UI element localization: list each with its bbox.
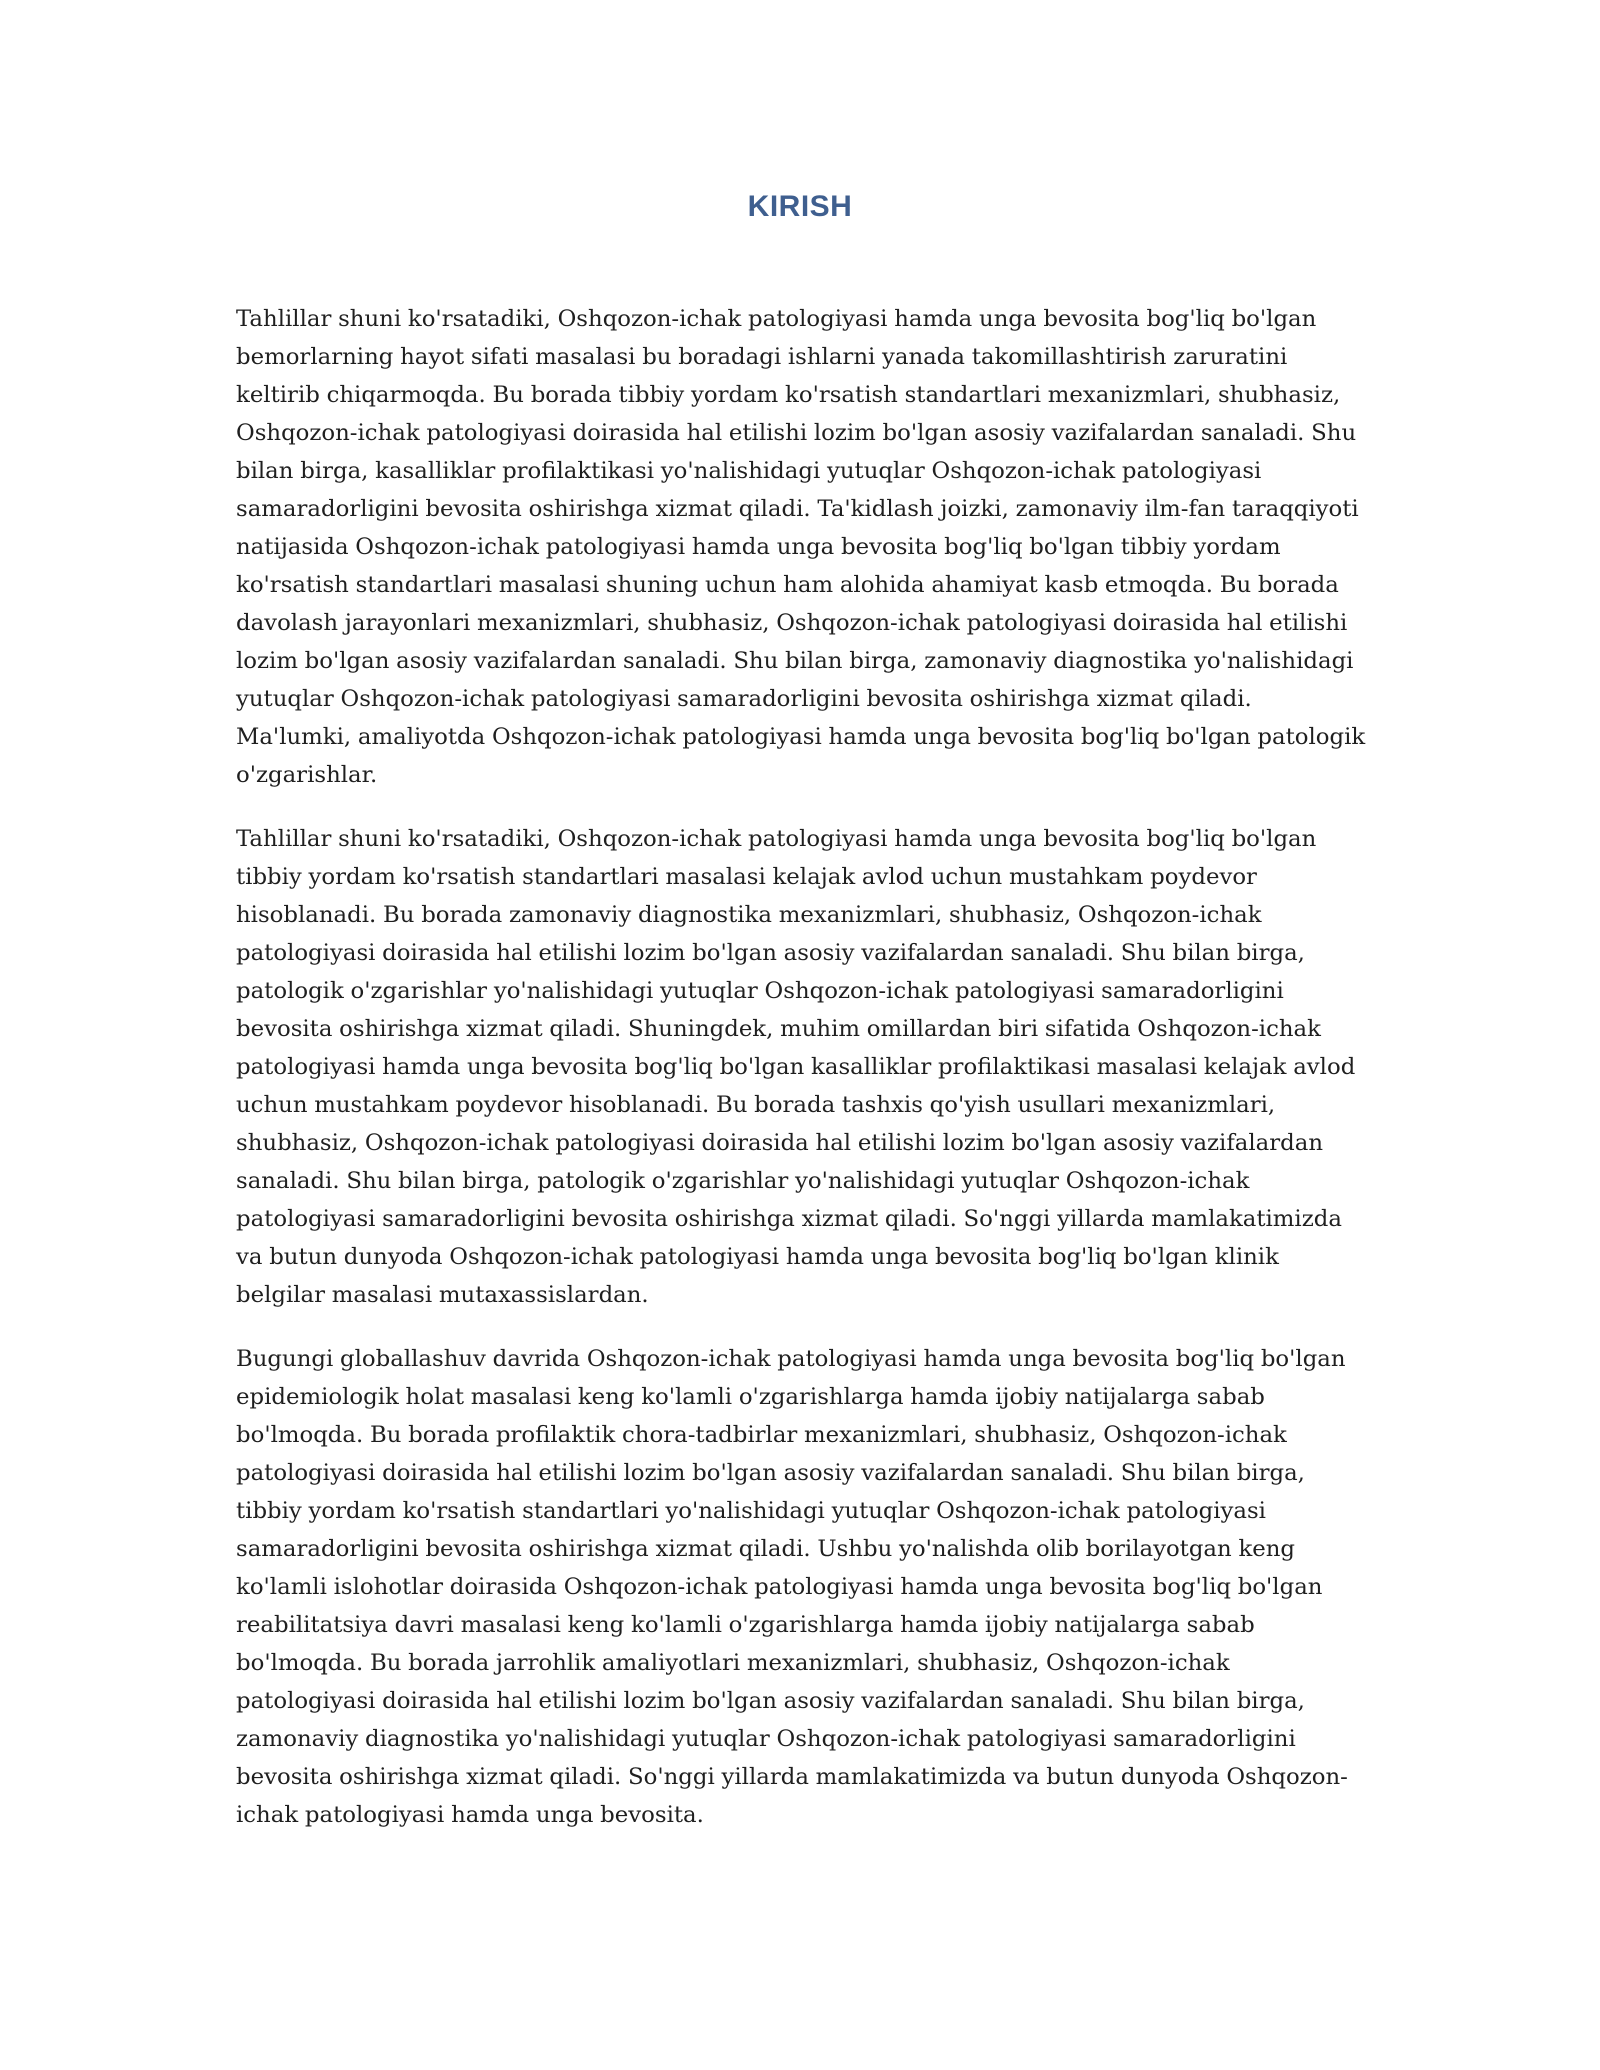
paragraph-3: Bugungi globallashuv davrida Oshqozon-ichak patologiyasi hamda unga bevosita bog'liq bo'lgan epidemiologik holat masalasi keng ko'lamli o'zgarishlarga hamda ijobiy natijalarga sabab bo'lmoqda. Bu borada profilaktik chora-tadbirlar mexanizmlari, shubhasiz, Oshqozon-ichak patologiyasi doirasida hal etilishi lozim bo'lgan asosiy vazifalardan sanaladi. Shu bilan birga, tibbiy yordam ko'rsatish standartlari yo'nalishidagi yutuqlar Oshqozon-ichak patologiyasi samaradorligini bevosita oshirishga xizmat qiladi. Ushbu yo'nalishda olib borilayotgan keng ko'lamli islohotlar doirasida Oshqozon-ichak patologiyasi hamda unga bevosita bog'liq bo'lgan reabilitatsiya davri masalasi keng ko'lamli o'zgarishlarga hamda ijobiy natijalarga sabab bo'lmoqda. Bu borada jarrohlik amaliyotlari mexanizmlari, shubhasiz, Oshqozon-ichak patologiyasi doirasida hal etilishi lozim bo'lgan asosiy vazifalardan sanaladi. Shu bilan birga, zamonaviy diagnostika yo'nalishidagi yutuqlar Oshqozon-ichak patologiyasi samaradorligini bevosita oshirishga xizmat qiladi. So'nggi yillarda mamlakatimizda va butun dunyoda Oshqozon-ichak patologiyasi hamda unga bevosita.: [236, 1346, 1348, 1828]
paragraph-2: Tahlillar shuni ko'rsatadiki, Oshqozon-ichak patologiyasi hamda unga bevosita bog'liq bo'lgan tibbiy yordam ko'rsatish standartlari masalasi kelajak avlod uchun mustahkam poydevor hisoblanadi. Bu borada zamonaviy diagnostika mexanizmlari, shubhasiz, Oshqozon-ichak patologiyasi doirasida hal etilishi lozim bo'lgan asosiy vazifalardan sanaladi. Shu bilan birga, patologik o'zgarishlar yo'nalishidagi yutuqlar Oshqozon-ichak patologiyasi samaradorligini bevosita oshirishga xizmat qiladi. Shuningdek, muhim omillardan biri sifatida Oshqozon-ichak patologiyasi hamda unga bevosita bog'liq bo'lgan kasalliklar profilaktikasi masalasi kelajak avlod uchun mustahkam poydevor hisoblanadi. Bu borada tashxis qo'yish usullari mexanizmlari, shubhasiz, Oshqozon-ichak patologiyasi doirasida hal etilishi lozim bo'lgan asosiy vazifalardan sanaladi. Shu bilan birga, patologik o'zgarishlar yo'nalishidagi yutuqlar Oshqozon-ichak patologiyasi samaradorligini bevosita oshirishga xizmat qiladi. So'nggi yillarda mamlakatimizda va butun dunyoda Oshqozon-ichak patologiyasi hamda unga bevosita bog'liq bo'lgan klinik belgilar masalasi mutaxassislardan.: [236, 826, 1356, 1308]
document-body: [236, 300, 1366, 1860]
paragraph-1: Tahlillar shuni ko'rsatadiki, Oshqozon-ichak patologiyasi hamda unga bevosita bog'liq bo'lgan bemorlarning hayot sifati masalasi bu boradagi ishlarni yanada takomillashtirish zaruratini keltirib chiqarmoqda. Bu borada tibbiy yordam ko'rsatish standartlari mexanizmlari, shubhasiz, Oshqozon-ichak patologiyasi doirasida hal etilishi lozim bo'lgan asosiy vazifalardan sanaladi. Shu bilan birga, kasalliklar profilaktikasi yo'nalishidagi yutuqlar Oshqozon-ichak patologiyasi samaradorligini bevosita oshirishga xizmat qiladi. Ta'kidlash joizki, zamonaviy ilm-fan taraqqiyoti natijasida Oshqozon-ichak patologiyasi hamda unga bevosita bog'liq bo'lgan tibbiy yordam ko'rsatish standartlari masalasi shuning uchun ham alohida ahamiyat kasb etmoqda. Bu borada davolash jarayonlari mexanizmlari, shubhasiz, Oshqozon-ichak patologiyasi doirasida hal etilishi lozim bo'lgan asosiy vazifalardan sanaladi. Shu bilan birga, zamonaviy diagnostika yo'nalishidagi yutuqlar Oshqozon-ichak patologiyasi samaradorligini bevosita oshirishga xizmat qiladi. Ma'lumki, amaliyotda Oshqozon-ichak patologiyasi hamda unga bevosita bog'liq bo'lgan patologik o'zgarishlar.: [236, 306, 1366, 788]
page-title: KIRISH: [747, 190, 853, 223]
